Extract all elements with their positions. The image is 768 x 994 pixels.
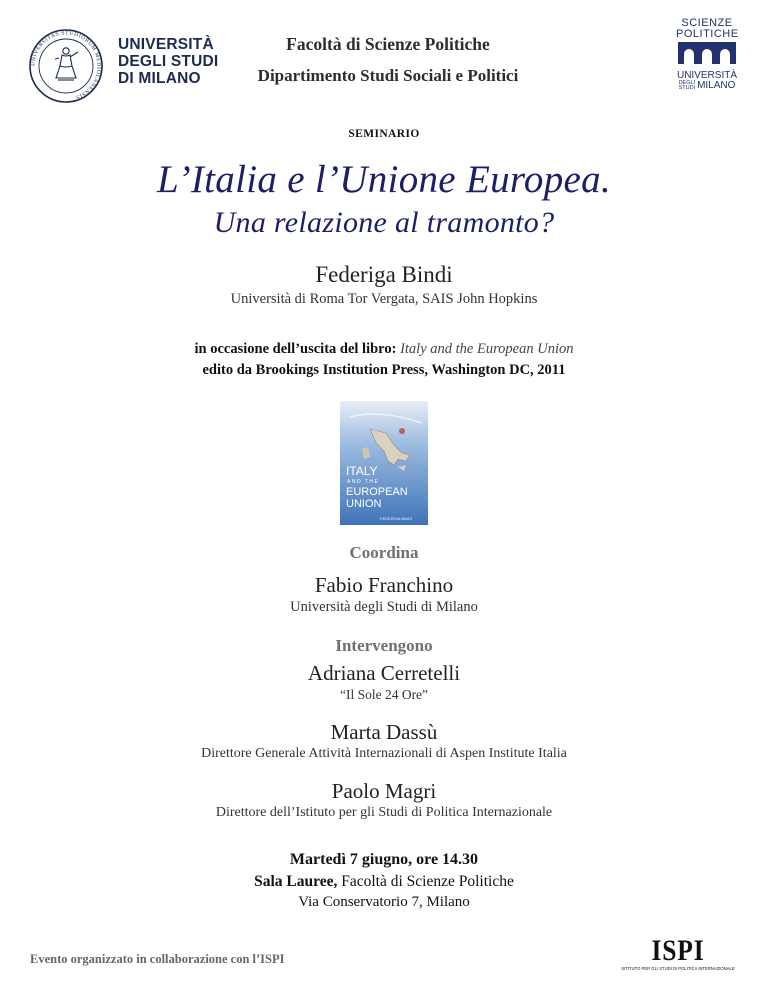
department-heading: Dipartimento Studi Sociali e Politici [257, 66, 519, 85]
arches-icon [676, 40, 738, 66]
university-line-3: DI MILANO [118, 70, 201, 87]
panel-speaker-name: Paolo Magri [331, 779, 437, 803]
panel-speaker-name: Marta Dassù [330, 720, 438, 744]
cover-title-line-4: UNION [346, 498, 382, 510]
book-cover-image [340, 401, 428, 525]
panel-speaker-affiliation: “Il Sole 24 Ore” [339, 687, 429, 702]
book-intro: in occasione dell’uscita del libro: [194, 341, 397, 357]
coordinator-label: Coordina [349, 543, 419, 562]
faculty-logo-line-2: POLITICHE [676, 28, 739, 40]
panel-speaker-affiliation: Direttore Generale Attività Internazionali di Aspen Institute Italia [201, 746, 567, 761]
organizer-note: Evento organizzato in collaborazione con l’ISPI [30, 952, 285, 966]
faculty-logo-univ: UNIVERSITÀ [676, 70, 737, 81]
book-title: Italy and the European Union [400, 341, 574, 357]
panel-speaker-name: Adriana Cerretelli [307, 661, 461, 685]
ispi-logo [618, 936, 738, 974]
university-line-1: UNIVERSITÀ [118, 36, 214, 53]
faculty-logo [676, 18, 738, 100]
faculty-logo-studi: STUDI [678, 85, 696, 91]
faculty-heading: Facoltà di Scienze Politiche [286, 34, 490, 54]
seminar-label: SEMINARIO [348, 128, 420, 140]
university-name [118, 36, 238, 87]
panel-label: Intervengono [335, 636, 433, 655]
main-speaker-name: Federiga Bindi [315, 262, 453, 287]
seminar-subtitle: Una relazione al tramonto? [213, 206, 555, 239]
faculty-logo-milano: MILANO [697, 80, 736, 91]
event-address: Via Conservatorio 7, Milano [298, 894, 470, 910]
event-date: Martedì 7 giugno, ore 14.30 [289, 851, 479, 868]
seminar-title: L’Italia e l’Unione Europea. [157, 158, 611, 201]
event-place [0, 873, 768, 891]
university-line-2: DEGLI STUDI [118, 53, 219, 70]
seal-ring-text: UNIVERSITAS STUDIORUM MEDIOLANENSIS [30, 30, 102, 100]
cover-editor: FEDERIGA BINDI [380, 516, 413, 521]
ispi-full-name: ISTITUTO PER GLI STUDI DI POLITICA INTERNAZIONALE [621, 966, 735, 971]
event-room: Sala Lauree, [254, 873, 338, 890]
cover-title-line-1: ITALY [346, 464, 378, 478]
event-venue: Facoltà di Scienze Politiche [341, 873, 514, 890]
cover-title-line-2: AND THE [347, 479, 380, 485]
panel-speaker-affiliation: Direttore dell’Istituto per gli Studi di Politica Internazionale [215, 805, 553, 820]
university-seal-logo [28, 28, 104, 104]
book-intro-line [0, 341, 768, 358]
coordinator-name: Fabio Franchino [314, 573, 454, 597]
main-speaker-affiliation: Università di Roma Tor Vergata, SAIS John Hopkins [230, 291, 538, 307]
book-publisher: edito da Brookings Institution Press, Washington DC, 2011 [202, 362, 566, 378]
faculty-logo-degli: DEGLI [678, 80, 696, 86]
ispi-logo-word: ISPI [651, 934, 705, 967]
faculty-logo-line-1: SCIENZE [681, 17, 733, 29]
coordinator-affiliation: Università degli Studi di Milano [290, 599, 478, 615]
cover-title-line-3: EUROPEAN [346, 486, 408, 498]
